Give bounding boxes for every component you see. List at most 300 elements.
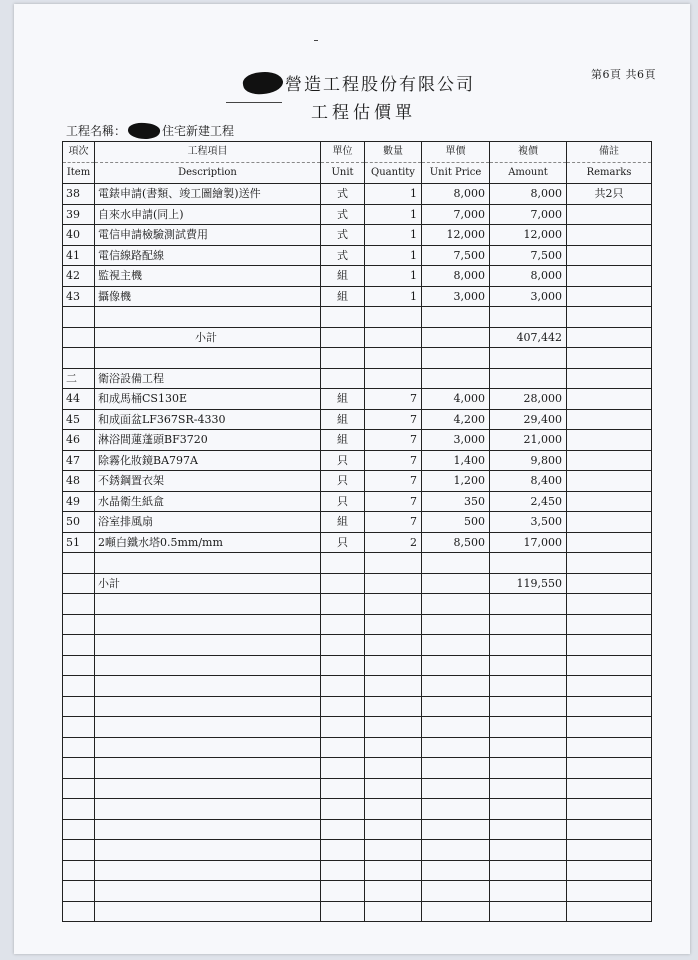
empty-cell	[567, 717, 652, 738]
empty-cell	[321, 860, 365, 881]
empty-cell	[567, 676, 652, 697]
quantity-cell: 7	[365, 512, 422, 533]
unit-price-cell: 12,000	[422, 225, 490, 246]
empty-cell	[321, 614, 365, 635]
item-cell: 41	[63, 245, 95, 266]
empty-cell	[490, 778, 567, 799]
empty-cell	[490, 635, 567, 656]
item-cell: 50	[63, 512, 95, 533]
description-cell: 淋浴間蓮蓬頭BF3720	[95, 430, 321, 451]
table-row	[63, 266, 652, 287]
unit-cell: 式	[321, 204, 365, 225]
quantity-cell	[365, 573, 422, 594]
remarks-cell	[567, 471, 652, 492]
item-cell: 49	[63, 491, 95, 512]
empty-cell	[567, 778, 652, 799]
empty-cell	[365, 737, 422, 758]
unit-cell	[321, 307, 365, 328]
empty-cell	[422, 819, 490, 840]
header-unit-en: Unit	[321, 163, 365, 184]
item-cell: 51	[63, 532, 95, 553]
empty-cell	[321, 799, 365, 820]
description-cell: 電錶申請(書類、竣工圖繪製)送件	[95, 184, 321, 205]
amount-cell: 17,000	[490, 532, 567, 553]
project-line	[66, 122, 234, 139]
empty-cell	[95, 819, 321, 840]
remarks-cell	[567, 225, 652, 246]
empty-cell	[490, 840, 567, 861]
unit-price-cell: 3,000	[422, 286, 490, 307]
table-row	[63, 553, 652, 574]
remarks-cell	[567, 286, 652, 307]
unit-price-cell: 1,200	[422, 471, 490, 492]
empty-cell	[567, 635, 652, 656]
description-cell: 小計	[95, 327, 321, 348]
empty-cell	[95, 799, 321, 820]
remarks-cell	[567, 327, 652, 348]
empty-cell	[422, 840, 490, 861]
remarks-cell	[567, 204, 652, 225]
empty-cell	[63, 840, 95, 861]
quantity-cell: 1	[365, 204, 422, 225]
header-qty-zh: 數量	[365, 142, 422, 163]
blank-row	[63, 737, 652, 758]
empty-cell	[365, 778, 422, 799]
empty-cell	[95, 758, 321, 779]
amount-cell: 29,400	[490, 409, 567, 430]
item-cell: 38	[63, 184, 95, 205]
remarks-cell	[567, 266, 652, 287]
empty-cell	[63, 860, 95, 881]
empty-cell	[490, 594, 567, 615]
quantity-cell	[365, 553, 422, 574]
amount-cell: 9,800	[490, 450, 567, 471]
remarks-cell: 共2只	[567, 184, 652, 205]
empty-cell	[63, 594, 95, 615]
blank-row	[63, 614, 652, 635]
amount-cell: 21,000	[490, 430, 567, 451]
quantity-cell: 1	[365, 184, 422, 205]
empty-cell	[365, 758, 422, 779]
empty-cell	[321, 717, 365, 738]
table-row	[63, 471, 652, 492]
empty-cell	[365, 840, 422, 861]
amount-cell: 3,000	[490, 286, 567, 307]
remarks-cell	[567, 307, 652, 328]
empty-cell	[63, 819, 95, 840]
unit-cell: 組	[321, 512, 365, 533]
empty-cell	[422, 901, 490, 922]
empty-cell	[95, 696, 321, 717]
page-number: 第6頁 共6頁	[591, 68, 656, 81]
empty-cell	[321, 696, 365, 717]
empty-cell	[63, 778, 95, 799]
empty-cell	[567, 655, 652, 676]
description-cell	[95, 553, 321, 574]
quantity-cell: 7	[365, 471, 422, 492]
header-qty-en: Quantity	[365, 163, 422, 184]
quantity-cell: 7	[365, 430, 422, 451]
empty-cell	[365, 696, 422, 717]
empty-cell	[422, 717, 490, 738]
empty-cell	[63, 717, 95, 738]
table-row	[63, 450, 652, 471]
empty-cell	[365, 819, 422, 840]
unit-cell: 只	[321, 450, 365, 471]
amount-cell: 3,500	[490, 512, 567, 533]
blank-row	[63, 635, 652, 656]
empty-cell	[567, 840, 652, 861]
item-cell: 47	[63, 450, 95, 471]
empty-cell	[490, 655, 567, 676]
amount-cell	[490, 553, 567, 574]
empty-cell	[95, 901, 321, 922]
table-row	[63, 204, 652, 225]
blank-row	[63, 778, 652, 799]
item-cell: 45	[63, 409, 95, 430]
header-desc-zh: 工程項目	[95, 142, 321, 163]
empty-cell	[365, 676, 422, 697]
table-row	[63, 491, 652, 512]
table-body	[63, 184, 652, 922]
table-row	[63, 348, 652, 369]
amount-cell: 8,000	[490, 184, 567, 205]
empty-cell	[567, 594, 652, 615]
description-cell: 電信線路配線	[95, 245, 321, 266]
unit-cell: 組	[321, 409, 365, 430]
empty-cell	[365, 799, 422, 820]
amount-cell: 119,550	[490, 573, 567, 594]
empty-cell	[422, 676, 490, 697]
table-row	[63, 225, 652, 246]
remarks-cell	[567, 389, 652, 410]
unit-price-cell	[422, 327, 490, 348]
item-cell	[63, 348, 95, 369]
amount-cell	[490, 307, 567, 328]
empty-cell	[422, 655, 490, 676]
empty-cell	[422, 778, 490, 799]
empty-cell	[63, 737, 95, 758]
unit-cell	[321, 553, 365, 574]
empty-cell	[567, 758, 652, 779]
empty-cell	[365, 635, 422, 656]
quantity-cell	[365, 348, 422, 369]
quantity-cell	[365, 327, 422, 348]
empty-cell	[63, 799, 95, 820]
description-cell: 除霧化妝鏡BA797A	[95, 450, 321, 471]
header-price-zh: 單價	[422, 142, 490, 163]
unit-price-cell: 500	[422, 512, 490, 533]
empty-cell	[365, 655, 422, 676]
amount-cell: 7,500	[490, 245, 567, 266]
description-cell: 不銹鋼置衣架	[95, 471, 321, 492]
empty-cell	[365, 717, 422, 738]
unit-price-cell	[422, 573, 490, 594]
blank-row	[63, 594, 652, 615]
empty-cell	[490, 819, 567, 840]
empty-cell	[490, 614, 567, 635]
empty-cell	[567, 860, 652, 881]
header-item-zh: 項次	[63, 142, 95, 163]
empty-cell	[321, 819, 365, 840]
empty-cell	[95, 655, 321, 676]
empty-cell	[490, 676, 567, 697]
empty-cell	[365, 614, 422, 635]
unit-price-cell: 4,000	[422, 389, 490, 410]
unit-price-cell	[422, 307, 490, 328]
unit-cell: 式	[321, 184, 365, 205]
blank-row	[63, 676, 652, 697]
empty-cell	[321, 901, 365, 922]
empty-cell	[490, 758, 567, 779]
description-cell: 自來水申請(同上)	[95, 204, 321, 225]
empty-cell	[365, 881, 422, 902]
header-price-en: Unit Price	[422, 163, 490, 184]
empty-cell	[422, 737, 490, 758]
empty-cell	[95, 717, 321, 738]
item-cell: 42	[63, 266, 95, 287]
empty-cell	[95, 840, 321, 861]
unit-price-cell: 3,000	[422, 430, 490, 451]
redaction-mark	[242, 69, 285, 96]
amount-cell	[490, 368, 567, 389]
empty-cell	[422, 881, 490, 902]
empty-cell	[567, 881, 652, 902]
quantity-cell	[365, 368, 422, 389]
empty-cell	[422, 614, 490, 635]
empty-cell	[95, 860, 321, 881]
header-amount-en: Amount	[490, 163, 567, 184]
amount-cell: 407,442	[490, 327, 567, 348]
item-cell: 43	[63, 286, 95, 307]
amount-cell: 7,000	[490, 204, 567, 225]
empty-cell	[490, 901, 567, 922]
header-row-en	[63, 163, 652, 184]
remarks-cell	[567, 491, 652, 512]
unit-price-cell: 350	[422, 491, 490, 512]
table-row	[63, 184, 652, 205]
unit-cell	[321, 573, 365, 594]
table-row	[63, 573, 652, 594]
estimate-table	[62, 141, 652, 922]
empty-cell	[422, 860, 490, 881]
empty-cell	[63, 655, 95, 676]
header-amount-zh: 複價	[490, 142, 567, 163]
remarks-cell	[567, 245, 652, 266]
item-cell: 39	[63, 204, 95, 225]
empty-cell	[95, 676, 321, 697]
table-row	[63, 327, 652, 348]
header-desc-en: Description	[95, 163, 321, 184]
item-cell: 46	[63, 430, 95, 451]
empty-cell	[63, 881, 95, 902]
header-item-en: Item	[63, 163, 95, 184]
table-row	[63, 245, 652, 266]
table-row	[63, 389, 652, 410]
description-cell: 監視主機	[95, 266, 321, 287]
unit-cell	[321, 348, 365, 369]
blank-row	[63, 860, 652, 881]
amount-cell: 2,450	[490, 491, 567, 512]
quantity-cell: 7	[365, 491, 422, 512]
empty-cell	[321, 840, 365, 861]
quantity-cell: 1	[365, 245, 422, 266]
item-cell: 44	[63, 389, 95, 410]
empty-cell	[95, 881, 321, 902]
remarks-cell	[567, 368, 652, 389]
unit-price-cell: 7,000	[422, 204, 490, 225]
empty-cell	[422, 696, 490, 717]
empty-cell	[422, 758, 490, 779]
empty-cell	[567, 799, 652, 820]
unit-price-cell: 8,000	[422, 184, 490, 205]
empty-cell	[321, 676, 365, 697]
table-row	[63, 286, 652, 307]
empty-cell	[567, 614, 652, 635]
unit-cell: 組	[321, 266, 365, 287]
blank-row	[63, 655, 652, 676]
remarks-cell	[567, 532, 652, 553]
unit-cell: 式	[321, 245, 365, 266]
empty-cell	[63, 758, 95, 779]
item-cell	[63, 307, 95, 328]
unit-price-cell: 7,500	[422, 245, 490, 266]
item-cell	[63, 553, 95, 574]
header-remarks-en: Remarks	[567, 163, 652, 184]
empty-cell	[321, 737, 365, 758]
blank-row	[63, 758, 652, 779]
empty-cell	[365, 860, 422, 881]
table-row	[63, 409, 652, 430]
unit-price-cell: 4,200	[422, 409, 490, 430]
empty-cell	[63, 901, 95, 922]
table-row	[63, 430, 652, 451]
empty-cell	[490, 696, 567, 717]
empty-cell	[95, 778, 321, 799]
quantity-cell: 7	[365, 450, 422, 471]
empty-cell	[490, 799, 567, 820]
description-cell	[95, 348, 321, 369]
remarks-cell	[567, 573, 652, 594]
empty-cell	[422, 635, 490, 656]
empty-cell	[567, 737, 652, 758]
empty-cell	[490, 717, 567, 738]
item-cell: 40	[63, 225, 95, 246]
unit-price-cell: 8,500	[422, 532, 490, 553]
blank-row	[63, 717, 652, 738]
empty-cell	[63, 696, 95, 717]
blank-row	[63, 799, 652, 820]
amount-cell: 8,400	[490, 471, 567, 492]
empty-cell	[63, 635, 95, 656]
project-label: 工程名稱：	[66, 124, 127, 138]
table-row	[63, 532, 652, 553]
description-cell: 衛浴設備工程	[95, 368, 321, 389]
empty-cell	[63, 614, 95, 635]
quantity-cell	[365, 307, 422, 328]
unit-cell: 只	[321, 471, 365, 492]
empty-cell	[321, 655, 365, 676]
unit-price-cell	[422, 348, 490, 369]
item-cell: 48	[63, 471, 95, 492]
remarks-cell	[567, 512, 652, 533]
unit-price-cell: 1,400	[422, 450, 490, 471]
blank-row	[63, 840, 652, 861]
quantity-cell: 1	[365, 286, 422, 307]
unit-price-cell: 8,000	[422, 266, 490, 287]
empty-cell	[365, 594, 422, 615]
amount-cell	[490, 348, 567, 369]
empty-cell	[95, 635, 321, 656]
empty-cell	[422, 799, 490, 820]
empty-cell	[95, 737, 321, 758]
description-cell: 和成面盆LF367SR-4330	[95, 409, 321, 430]
blank-row	[63, 881, 652, 902]
header-row-zh	[63, 142, 652, 163]
unit-price-cell	[422, 553, 490, 574]
quantity-cell: 7	[365, 409, 422, 430]
unit-cell: 組	[321, 286, 365, 307]
description-cell: 和成馬桶CS130E	[95, 389, 321, 410]
unit-cell: 組	[321, 430, 365, 451]
remarks-cell	[567, 450, 652, 471]
description-cell: 水晶衛生紙盒	[95, 491, 321, 512]
empty-cell	[321, 635, 365, 656]
empty-cell	[365, 901, 422, 922]
empty-cell	[567, 696, 652, 717]
unit-cell: 組	[321, 389, 365, 410]
unit-cell	[321, 327, 365, 348]
document-title: 工程估價單	[311, 103, 416, 123]
empty-cell	[490, 737, 567, 758]
amount-cell: 28,000	[490, 389, 567, 410]
item-cell	[63, 573, 95, 594]
description-cell: 2噸白鐵水塔0.5mm/mm	[95, 532, 321, 553]
table-row	[63, 368, 652, 389]
remarks-cell	[567, 430, 652, 451]
quantity-cell: 2	[365, 532, 422, 553]
empty-cell	[321, 881, 365, 902]
remarks-cell	[567, 409, 652, 430]
description-cell	[95, 307, 321, 328]
description-cell: 小計	[95, 573, 321, 594]
blank-row	[63, 696, 652, 717]
item-cell: 二	[63, 368, 95, 389]
header-remarks-zh: 備註	[567, 142, 652, 163]
empty-cell	[321, 778, 365, 799]
description-cell: 電信申請檢驗測試費用	[95, 225, 321, 246]
empty-cell	[95, 614, 321, 635]
amount-cell: 12,000	[490, 225, 567, 246]
project-name: 住宅新建工程	[162, 124, 235, 138]
empty-cell	[95, 594, 321, 615]
unit-cell: 式	[321, 225, 365, 246]
unit-cell: 只	[321, 491, 365, 512]
remarks-cell	[567, 348, 652, 369]
quantity-cell: 1	[365, 266, 422, 287]
company-name-text: 營造工程股份有限公司	[285, 75, 475, 95]
table-row	[63, 307, 652, 328]
empty-cell	[321, 758, 365, 779]
blank-row	[63, 901, 652, 922]
unit-price-cell	[422, 368, 490, 389]
remarks-cell	[567, 553, 652, 574]
header-unit-zh: 單位	[321, 142, 365, 163]
empty-cell	[321, 594, 365, 615]
empty-cell	[422, 594, 490, 615]
unit-cell: 只	[321, 532, 365, 553]
empty-cell	[490, 860, 567, 881]
